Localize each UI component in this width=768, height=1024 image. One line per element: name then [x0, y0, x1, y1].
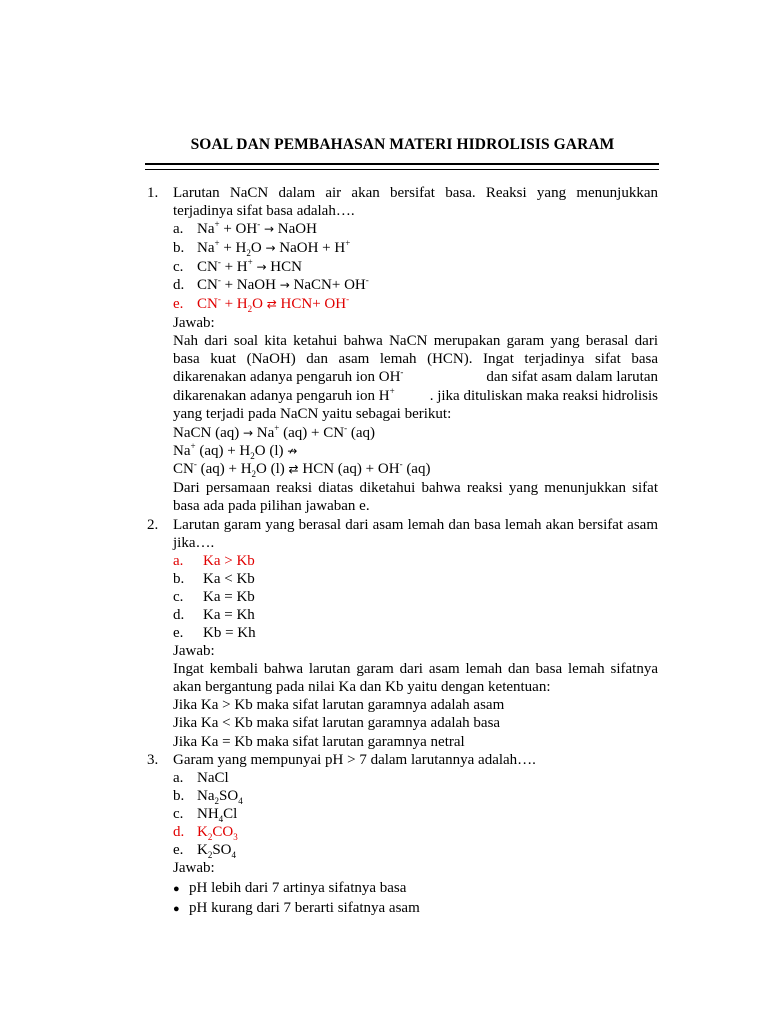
q3-text-line-1: Garam yang mempunyai pH > 7 dalam larutannya adalah….: [173, 752, 536, 768]
q2-option-e-text: Kb = Kh: [203, 625, 256, 641]
q3-bullet-2: [173, 899, 658, 917]
q3-option-b-letter: b.: [173, 788, 185, 804]
q1-option-d: d. CN- + NaOH → NaCN+ OH-: [173, 275, 369, 293]
q1-conclusion-line-2: basa ada pada pilihan jawaban e.: [173, 498, 370, 514]
q3-option-b: b. $Na_2SO_4$: [173, 788, 243, 806]
q3-number: 3.: [147, 752, 159, 768]
bullet-icon: ●: [173, 903, 180, 915]
q2-option-d-text: Ka = Kh: [203, 607, 255, 623]
q3-option-e-letter: e.: [173, 842, 184, 858]
q1-option-e-correct: e. $CN^- + H_2O$ ⇄ HCN+ OH-: [173, 294, 350, 314]
q1-option-a: a. Na+ + OH- → NaOH: [173, 219, 317, 237]
q1-explanation-line-2: basa kuat (NaOH) dan asam lemah (HCN). Ingat terjadinya sifat basa: [173, 351, 658, 367]
q1-option-c-letter: c.: [173, 259, 184, 275]
q2-explanation-line-2: akan bergantung pada nilai Ka dan Kb yaitu dengan ketentuan:: [173, 679, 551, 695]
q3-option-d-correct: d. $K_2CO_3$: [173, 824, 238, 842]
q1-option-a-letter: a.: [173, 221, 184, 237]
title-rule-thin: [145, 169, 659, 170]
q1-conclusion-line-1: Dari persamaan reaksi diatas diketahui bahwa reaksi yang menunjukkan sifat: [173, 480, 658, 496]
page-title: SOAL DAN PEMBAHASAN MATERI HIDROLISIS GARAM: [190, 136, 615, 153]
q1-expl3-part-a: dikarenakan adanya pengaruh ion OH: [173, 369, 401, 385]
q3-option-d-letter: d.: [173, 824, 185, 840]
q1-option-d-letter: d.: [173, 277, 185, 293]
q2-explanation-line-1: Ingat kembali bahwa larutan garam dari asam lemah dan basa lemah sifatnya: [173, 661, 658, 677]
q1-number: 1.: [147, 185, 159, 201]
q2-option-b-text: Ka < Kb: [203, 571, 255, 587]
bullet-icon: ●: [173, 883, 180, 895]
q1-explanation-line-1: Nah dari soal kita ketahui bahwa NaCN merupakan garam yang berasal dari: [173, 333, 658, 349]
q3-option-a-letter: a.: [173, 770, 184, 786]
q1-expl4-part-b: . jika dituliskan maka reaksi hidrolisis: [429, 388, 658, 404]
q1-answer-heading: Jawab:: [173, 315, 215, 331]
q1-reaction-2: Na+ $(aq) + H_2O$ (l) ↛: [173, 441, 298, 461]
q2-option-b: [173, 570, 658, 588]
q3-bullet-1-text: pH lebih dari 7 artinya sifatnya basa: [189, 880, 407, 896]
q2-text-line-1: Larutan garam yang berasal dari asam lemah dan basa lemah akan bersifat asam: [173, 517, 658, 533]
q2-option-a-correct: [173, 552, 658, 570]
q1-option-b: b. $Na^+ + H_2O$ → NaOH + H+: [173, 238, 351, 258]
q1-option-c: c. CN- + H+ → HCN: [173, 257, 302, 275]
q1-explanation-line-5: yang terjadi pada NaCN yaitu sebagai berikut:: [173, 406, 452, 422]
q2-option-a-text: Ka > Kb: [203, 553, 255, 569]
q2-text-line-2: jika….: [173, 535, 215, 551]
q1-expl4-part-a: dikarenakan adanya pengaruh ion H: [173, 388, 390, 404]
q1-explanation-line-4: dikarenakan adanya pengaruh ion H+ . jika dituliskan maka reaksi hidrolisis: [173, 386, 658, 404]
q1-text-line-2: terjadinya sifat basa adalah….: [173, 203, 355, 219]
q2-option-d-letter: d.: [173, 607, 185, 623]
q1-option-e-letter: e.: [173, 296, 184, 312]
q2-option-c-letter: c.: [173, 589, 184, 605]
q2-option-c-text: Ka = Kb: [203, 589, 255, 605]
q1-expl3-part-b: dan sifat asam dalam larutan: [486, 369, 658, 385]
q1-explanation-line-3: dikarenakan adanya pengaruh ion OH- dan sifat asam dalam larutan: [173, 367, 658, 385]
q2-option-c: [173, 588, 658, 606]
q3-option-c-letter: c.: [173, 806, 184, 822]
q2-option-b-letter: b.: [173, 571, 185, 587]
q2-rule-3: Jika Ka = Kb maka sifat larutan garamnya netral: [173, 734, 465, 750]
title-rule-thick: [145, 163, 659, 165]
q2-rule-1: Jika Ka > Kb maka sifat larutan garamnya adalah asam: [173, 697, 505, 713]
q2-number: 2.: [147, 517, 159, 533]
q2-rule-2: Jika Ka < Kb maka sifat larutan garamnya adalah basa: [173, 715, 501, 731]
q3-option-c: c. $NH_4Cl$: [173, 806, 238, 824]
q3-option-a: a. NaCl: [173, 770, 229, 786]
q3-option-e: e. $K_2SO_4$: [173, 842, 237, 860]
q3-answer-heading: Jawab:: [173, 860, 215, 876]
q2-option-e-letter: e.: [173, 625, 184, 641]
q1-text-line-1: Larutan NaCN dalam air akan bersifat basa. Reaksi yang menunjukkan: [173, 185, 658, 201]
q3-bullet-1: [173, 879, 658, 897]
q2-option-a-letter: a.: [173, 553, 184, 569]
q1-reaction-1: NaCN (aq) → Na+ (aq) + CN- (aq): [173, 423, 375, 441]
q2-option-e: [173, 624, 658, 642]
q1-option-b-letter: b.: [173, 240, 185, 256]
q2-answer-heading: Jawab:: [173, 643, 215, 659]
q2-option-d: [173, 606, 658, 624]
q1-reaction-3: CN- $(aq) + H_2O$ (l) ⇄ HCN (aq) + OH- (aq): [173, 459, 431, 479]
q3-bullet-2-text: pH kurang dari 7 berarti sifatnya asam: [189, 900, 420, 916]
